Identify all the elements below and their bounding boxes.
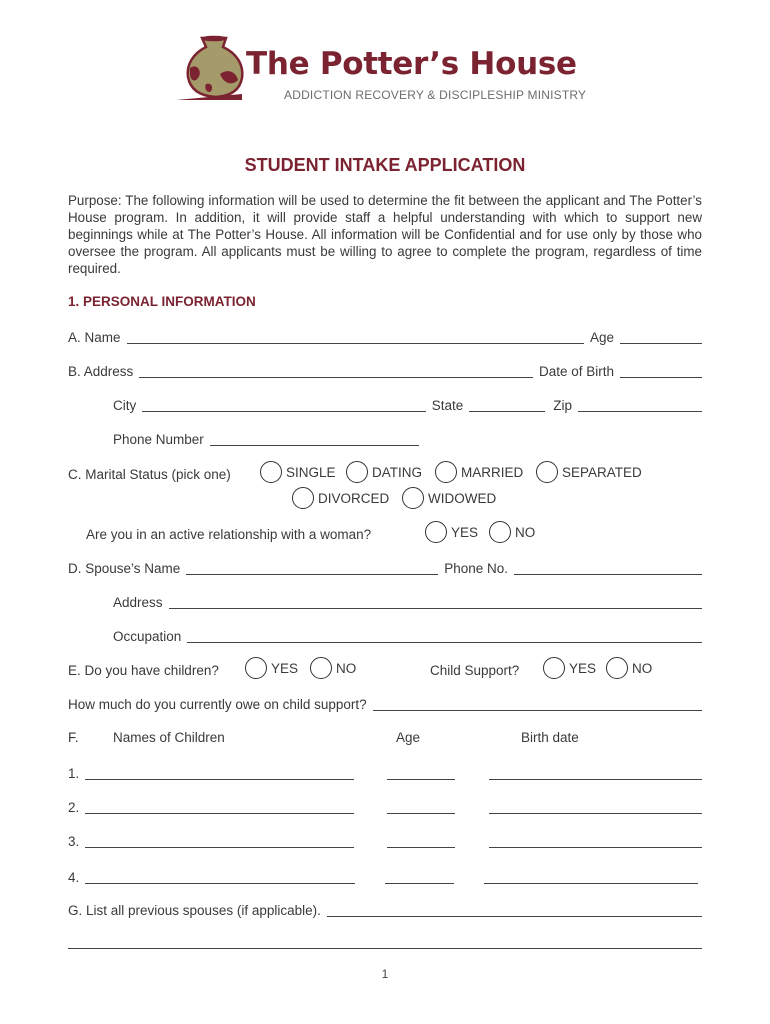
child-name-input[interactable] [85,834,353,848]
owe-label: How much do you currently owe on child support? [68,697,367,712]
child-support-yes[interactable] [543,657,596,679]
zip-label: Zip [553,398,572,413]
address-row [68,361,702,381]
spouse-address-label: Address [113,595,163,610]
name-label: A. Name [68,330,121,345]
child-row [68,797,702,817]
child-birth-input[interactable] [484,870,698,884]
spouse-row [68,558,702,578]
row-number: 4. [68,870,80,885]
prev-spouses-input[interactable] [327,903,702,917]
option-label: YES [569,660,597,676]
child-name-input[interactable] [85,766,353,780]
owe-row [68,694,702,714]
child-birth-input[interactable] [489,800,702,814]
marital-label: C. Marital Status (pick one) [68,466,231,482]
radio-circle[interactable] [543,657,565,679]
spouse-address-row [113,592,702,612]
marital-dating[interactable] [346,461,422,483]
children-label: E. Do you have children? [68,662,219,678]
child-name-input[interactable] [85,800,353,814]
spouse-name-input[interactable] [186,561,438,575]
marital-widowed[interactable] [402,487,496,509]
children-birth-header: Birth date [521,730,579,745]
address-label: B. Address [68,364,134,379]
dob-input[interactable] [620,364,702,378]
document-title: STUDENT INTAKE APPLICATION [244,155,526,175]
f-label: F. [68,730,79,745]
option-label: YES [271,660,299,676]
age-label: Age [589,330,614,345]
phone-no-label: Phone No. [444,561,508,576]
spouse-name-label: D. Spouse’s Name [68,561,181,576]
option-label: MARRIED [461,464,524,480]
marital-divorced[interactable] [292,487,389,509]
row-number: 3. [68,834,80,849]
phone-row [113,429,419,449]
city-row [113,395,702,415]
dob-label: Date of Birth [538,364,614,379]
pot-icon [176,34,256,106]
state-input[interactable] [469,398,545,412]
relationship-no[interactable] [489,521,535,543]
logo [176,34,596,106]
age-input[interactable] [620,330,702,344]
radio-circle[interactable] [310,657,332,679]
children-names-header: Names of Children [113,730,225,745]
purpose-paragraph: Purpose: The following information will be used to determine the fit between the applicant and The Potter’s House program. In addition, it will provide staff a helpful understanding with which to support new beginnings while at The Potter’s House. All information will be Confidential and for use only by those who oversee the program. All applicants must be willing to agree to complete the program, regardless of time required. [68,193,702,276]
children-no[interactable] [310,657,356,679]
city-label: City [113,398,137,413]
radio-circle[interactable] [435,461,457,483]
row-number: 1. [68,766,80,781]
zip-input[interactable] [578,398,702,412]
spouse-address-input[interactable] [169,595,702,609]
marital-separated[interactable] [536,461,642,483]
radio-circle[interactable] [489,521,511,543]
section-personal-information: 1. PERSONAL INFORMATION [68,294,256,309]
option-label: NO [632,660,653,676]
occupation-input[interactable] [187,629,702,643]
children-label-wrap [68,660,219,680]
child-row [68,763,702,783]
child-name-input[interactable] [85,870,355,884]
prev-spouses-label: G. List all previous spouses (if applicable). [68,903,321,918]
children-age-header: Age [396,730,421,745]
radio-circle[interactable] [536,461,558,483]
prev-spouses-row-2 [68,932,702,952]
option-label: NO [515,524,536,540]
child-age-input[interactable] [387,766,456,780]
radio-circle[interactable] [260,461,282,483]
child-age-input[interactable] [387,800,456,814]
option-label: YES [451,524,479,540]
logo-subtitle: ADDICTION RECOVERY & DISCIPLESHIP MINISTRY [284,88,587,102]
child-age-input[interactable] [387,834,456,848]
relationship-label: Are you in an active relationship with a woman? [86,526,372,542]
marital-label-wrap [68,464,231,484]
child-row [68,867,702,887]
city-input[interactable] [142,398,425,412]
owe-input[interactable] [373,697,702,711]
child-support-no[interactable] [606,657,652,679]
name-row [68,327,702,347]
option-label: SINGLE [286,464,336,480]
relationship-yes[interactable] [425,521,478,543]
child-birth-input[interactable] [489,834,702,848]
children-yes[interactable] [245,657,298,679]
marital-single[interactable] [260,461,336,483]
prev-spouses-row [68,900,702,920]
state-label: State [431,398,464,413]
radio-circle[interactable] [606,657,628,679]
child-birth-input[interactable] [489,766,702,780]
child-age-input[interactable] [385,870,454,884]
option-label: SEPARATED [562,464,642,480]
logo-title: The Potter’s House [246,46,577,82]
prev-spouses-input-2[interactable] [68,935,702,949]
page-number: 1 [381,967,389,981]
child-support-label: Child Support? [430,662,520,678]
radio-circle[interactable] [402,487,424,509]
marital-married[interactable] [435,461,523,483]
radio-circle[interactable] [346,461,368,483]
address-input[interactable] [139,364,533,378]
option-label: NO [336,660,357,676]
child-row [68,831,702,851]
relationship-label-wrap [86,524,371,544]
row-number: 2. [68,800,80,815]
phone-no-input[interactable] [514,561,702,575]
name-input[interactable] [127,330,584,344]
occupation-label: Occupation [113,629,182,644]
radio-circle[interactable] [292,487,314,509]
occupation-row [113,626,702,646]
phone-input[interactable] [210,432,419,446]
child-support-label-wrap [430,660,519,680]
option-label: DATING [372,464,422,480]
option-label: DIVORCED [318,490,390,506]
radio-circle[interactable] [425,521,447,543]
phone-label: Phone Number [113,432,204,447]
option-label: WIDOWED [428,490,497,506]
radio-circle[interactable] [245,657,267,679]
